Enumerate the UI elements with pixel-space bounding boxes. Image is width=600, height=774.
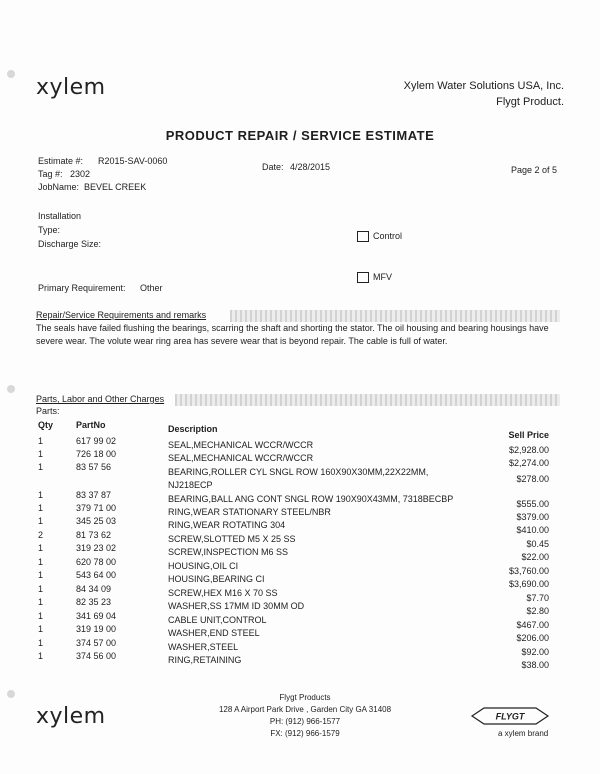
binder-hole (7, 690, 15, 698)
row-price: $278.00 (516, 474, 549, 484)
row-qty: 1 (38, 597, 44, 607)
row-partno: 374 57 00 (76, 638, 117, 648)
row-qty: 1 (38, 503, 44, 513)
row-qty: 1 (38, 516, 44, 526)
control-checkbox (357, 231, 369, 242)
row-price: $22.00 (521, 552, 549, 562)
xylem-logo: xylem (36, 75, 106, 100)
footer-fax: FX: (912) 966-1579 (270, 729, 340, 738)
row-price: $555.00 (516, 499, 549, 509)
row-price: $379.00 (516, 512, 549, 522)
row-description: SCREW,HEX M16 X 70 SS (168, 588, 278, 598)
row-partno: 345 25 03 (76, 516, 117, 526)
company-product: Flygt Product. (496, 96, 564, 108)
row-price: $410.00 (516, 525, 549, 535)
row-description: RING,WEAR ROTATING 304 (168, 520, 286, 530)
repair-remarks: The seals have failed flushing the bearings, scarring the shaft and shorting the stator. The oil housing and bearing housings have severe wear. The volute wear ring area has severe wear that is beyond repair. The cable is full of water. (36, 323, 549, 346)
tag-label: Tag #: (38, 169, 63, 179)
row-description: RING,RETAINING (168, 655, 242, 665)
row-price: $2,928.00 (508, 445, 549, 455)
row-qty: 1 (38, 611, 44, 621)
row-partno: 319 19 00 (76, 624, 117, 634)
mfv-checkbox (357, 272, 369, 283)
row-partno: 620 78 00 (76, 557, 117, 567)
row-partno: 81 73 62 (76, 530, 112, 540)
binder-hole (7, 385, 15, 393)
mfv-label: MFV (373, 272, 392, 282)
page-title: PRODUCT REPAIR / SERVICE ESTIMATE (165, 128, 435, 143)
row-partno: 319 23 02 (76, 543, 117, 553)
scan-smudge (175, 394, 560, 406)
job-value: BEVEL CREEK (84, 182, 147, 192)
row-price: $467.00 (516, 620, 549, 630)
row-partno: 379 71 00 (76, 503, 117, 513)
row-description: SCREW,SLOTTED M5 X 25 SS (168, 534, 296, 544)
row-partno: 726 18 00 (76, 449, 117, 459)
flygt-logo-icon (470, 706, 550, 726)
row-qty: 2 (38, 530, 44, 540)
row-description: RING,WEAR STATIONARY STEEL/NBR (168, 507, 331, 517)
row-price: $2.80 (526, 606, 549, 616)
date-value: 4/28/2015 (290, 162, 331, 172)
col-description: Description (168, 424, 218, 434)
col-partno: PartNo (76, 420, 106, 430)
flygt-logo-text: FLYGT (495, 711, 525, 722)
row-partno: 543 64 00 (76, 570, 117, 580)
page-number: Page 2 of 5 (510, 165, 557, 175)
control-option (357, 231, 402, 242)
row-qty: 1 (38, 570, 44, 580)
estimate-value: R2015-SAV-0060 (98, 156, 168, 166)
row-qty: 1 (38, 624, 44, 634)
footer-address: 128 A Airport Park Drive , Garden City GA 31408 (218, 705, 392, 714)
col-qty: Qty (38, 420, 54, 430)
row-price: $38.00 (521, 660, 549, 670)
row-qty: 1 (38, 638, 44, 648)
col-sell-price: Sell Price (508, 430, 549, 440)
parts-sub-label: Parts: (36, 406, 60, 416)
row-qty: 1 (38, 584, 44, 594)
tag-value: 2302 (70, 169, 91, 179)
row-price: $2,274.00 (508, 458, 549, 468)
estimate-label: Estimate #: (38, 156, 84, 166)
row-qty: 1 (38, 557, 44, 567)
row-partno: 83 57 56 (76, 462, 112, 472)
row-description: BEARING,BALL ANG CONT SNGL ROW 190X90X43MM, 7318BECBP (168, 494, 454, 504)
brand-tagline: a xylem brand (498, 729, 549, 738)
row-description: BEARING,ROLLER CYL SNGL ROW 160X90X30MM,22X22MM, (168, 467, 429, 477)
table-row (0, 462, 600, 490)
row-qty: 1 (38, 543, 44, 553)
row-qty: 1 (38, 436, 44, 446)
date-label: Date: (262, 162, 284, 172)
row-qty: 1 (38, 651, 44, 661)
discharge-label: Discharge Size: (38, 239, 102, 249)
control-label: Control (373, 231, 403, 241)
row-description: HOUSING,OIL CI (168, 561, 239, 571)
row-description: WASHER,SS 17MM ID 30MM OD (168, 601, 305, 611)
row-price: $3,690.00 (508, 579, 549, 589)
row-partno: 83 37 87 (76, 490, 112, 500)
row-qty: 1 (38, 449, 44, 459)
mfv-option (357, 272, 392, 283)
row-partno: 84 34 09 (76, 584, 112, 594)
binder-hole (7, 70, 15, 78)
scan-smudge (230, 310, 560, 322)
row-price: $0.45 (526, 539, 549, 549)
row-description: WASHER,STEEL (168, 642, 239, 652)
row-price: $92.00 (521, 647, 549, 657)
row-price: $7.70 (526, 593, 549, 603)
flygt-logo (470, 706, 550, 726)
type-label: Type: (38, 225, 61, 235)
job-label: JobName: (38, 182, 80, 192)
row-partno: 374 56 00 (76, 651, 117, 661)
installation-heading: Installation (38, 211, 82, 221)
parts-heading: Parts, Labor and Other Charges (36, 394, 165, 404)
company-name: Xylem Water Solutions USA, Inc. (403, 80, 564, 92)
row-partno: 82 35 23 (76, 597, 112, 607)
row-qty: 1 (38, 462, 44, 472)
row-partno: 617 99 02 (76, 436, 117, 446)
row-description: CABLE UNIT,CONTROL (168, 615, 267, 625)
row-qty: 1 (38, 490, 44, 500)
row-description: SEAL,MECHANICAL WCCR/WCCR (168, 440, 314, 450)
footer-company: Flygt Products (279, 693, 331, 702)
row-description-cont: NJ218ECP (168, 480, 213, 490)
table-row (0, 651, 600, 670)
footer-xylem-logo: xylem (36, 704, 106, 729)
repair-heading: Repair/Service Requirements and remarks (36, 310, 207, 320)
row-partno: 341 69 04 (76, 611, 117, 621)
row-description: HOUSING,BEARING CI (168, 574, 265, 584)
row-price: $3,760.00 (508, 566, 549, 576)
row-description: WASHER,END STEEL (168, 628, 260, 638)
footer-phone: PH: (912) 966-1577 (269, 717, 341, 726)
primary-label: Primary Requirement: (38, 283, 126, 293)
row-description: SEAL,MECHANICAL WCCR/WCCR (168, 453, 314, 463)
row-price: $206.00 (516, 633, 549, 643)
primary-value: Other (140, 283, 163, 293)
row-description: SCREW,INSPECTION M6 SS (168, 547, 289, 557)
table-header (0, 420, 600, 440)
